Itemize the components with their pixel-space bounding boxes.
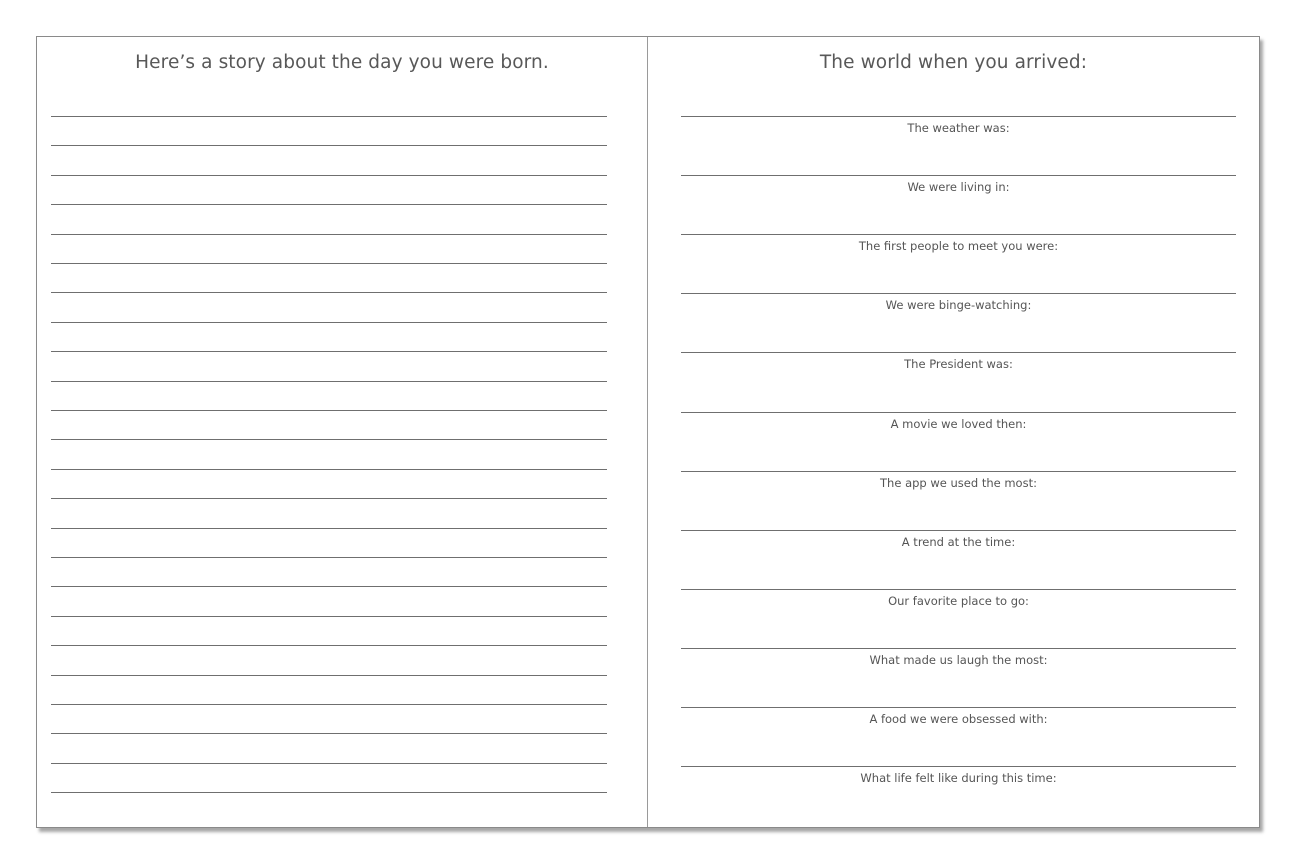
writing-line[interactable] (51, 439, 607, 440)
prompt-answer-line[interactable] (681, 234, 1236, 235)
left-page (37, 37, 647, 827)
prompt-label: We were binge-watching: (885, 298, 1032, 312)
prompt-answer-line[interactable] (681, 471, 1236, 472)
writing-line[interactable] (51, 763, 607, 764)
writing-line[interactable] (51, 528, 607, 529)
writing-line[interactable] (51, 410, 607, 411)
world-page-title: The world when you arrived: (819, 52, 1088, 73)
writing-line[interactable] (51, 116, 607, 117)
prompt-answer-line[interactable] (681, 175, 1236, 176)
story-page-title: Here’s a story about the day you were born. (135, 52, 549, 73)
prompt-label: We were living in: (907, 180, 1010, 194)
writing-line[interactable] (51, 645, 607, 646)
writing-line[interactable] (51, 351, 607, 352)
writing-line[interactable] (51, 204, 607, 205)
prompt-answer-line[interactable] (681, 116, 1236, 117)
prompt-label: The first people to meet you were: (858, 239, 1059, 253)
writing-line[interactable] (51, 234, 607, 235)
prompt-label: A food we were obsessed with: (869, 712, 1048, 726)
prompt-label: A movie we loved then: (890, 417, 1027, 431)
writing-line[interactable] (51, 469, 607, 470)
prompt-label: The President was: (904, 357, 1013, 371)
writing-line[interactable] (51, 586, 607, 587)
writing-line[interactable] (51, 263, 607, 264)
prompt-answer-line[interactable] (681, 530, 1236, 531)
writing-line[interactable] (51, 704, 607, 705)
writing-line[interactable] (51, 733, 607, 734)
prompt-label: What made us laugh the most: (869, 653, 1048, 667)
prompt-label: What life felt like during this time: (860, 771, 1057, 785)
right-page (648, 37, 1259, 827)
prompt-answer-line[interactable] (681, 648, 1236, 649)
writing-line[interactable] (51, 498, 607, 499)
prompt-label: The weather was: (907, 121, 1010, 135)
prompt-answer-line[interactable] (681, 293, 1236, 294)
writing-line[interactable] (51, 557, 607, 558)
prompt-answer-line[interactable] (681, 589, 1236, 590)
book-spread (36, 36, 1260, 828)
prompt-label: The app we used the most: (880, 476, 1037, 490)
writing-line[interactable] (51, 145, 607, 146)
writing-line[interactable] (51, 292, 607, 293)
prompt-answer-line[interactable] (681, 766, 1236, 767)
prompt-answer-line[interactable] (681, 412, 1236, 413)
prompt-label: Our favorite place to go: (888, 594, 1029, 608)
writing-line[interactable] (51, 322, 607, 323)
prompt-answer-line[interactable] (681, 352, 1236, 353)
writing-line[interactable] (51, 616, 607, 617)
prompt-label: A trend at the time: (901, 535, 1016, 549)
writing-line[interactable] (51, 792, 607, 793)
prompt-answer-line[interactable] (681, 707, 1236, 708)
writing-line[interactable] (51, 175, 607, 176)
writing-line[interactable] (51, 675, 607, 676)
writing-line[interactable] (51, 381, 607, 382)
